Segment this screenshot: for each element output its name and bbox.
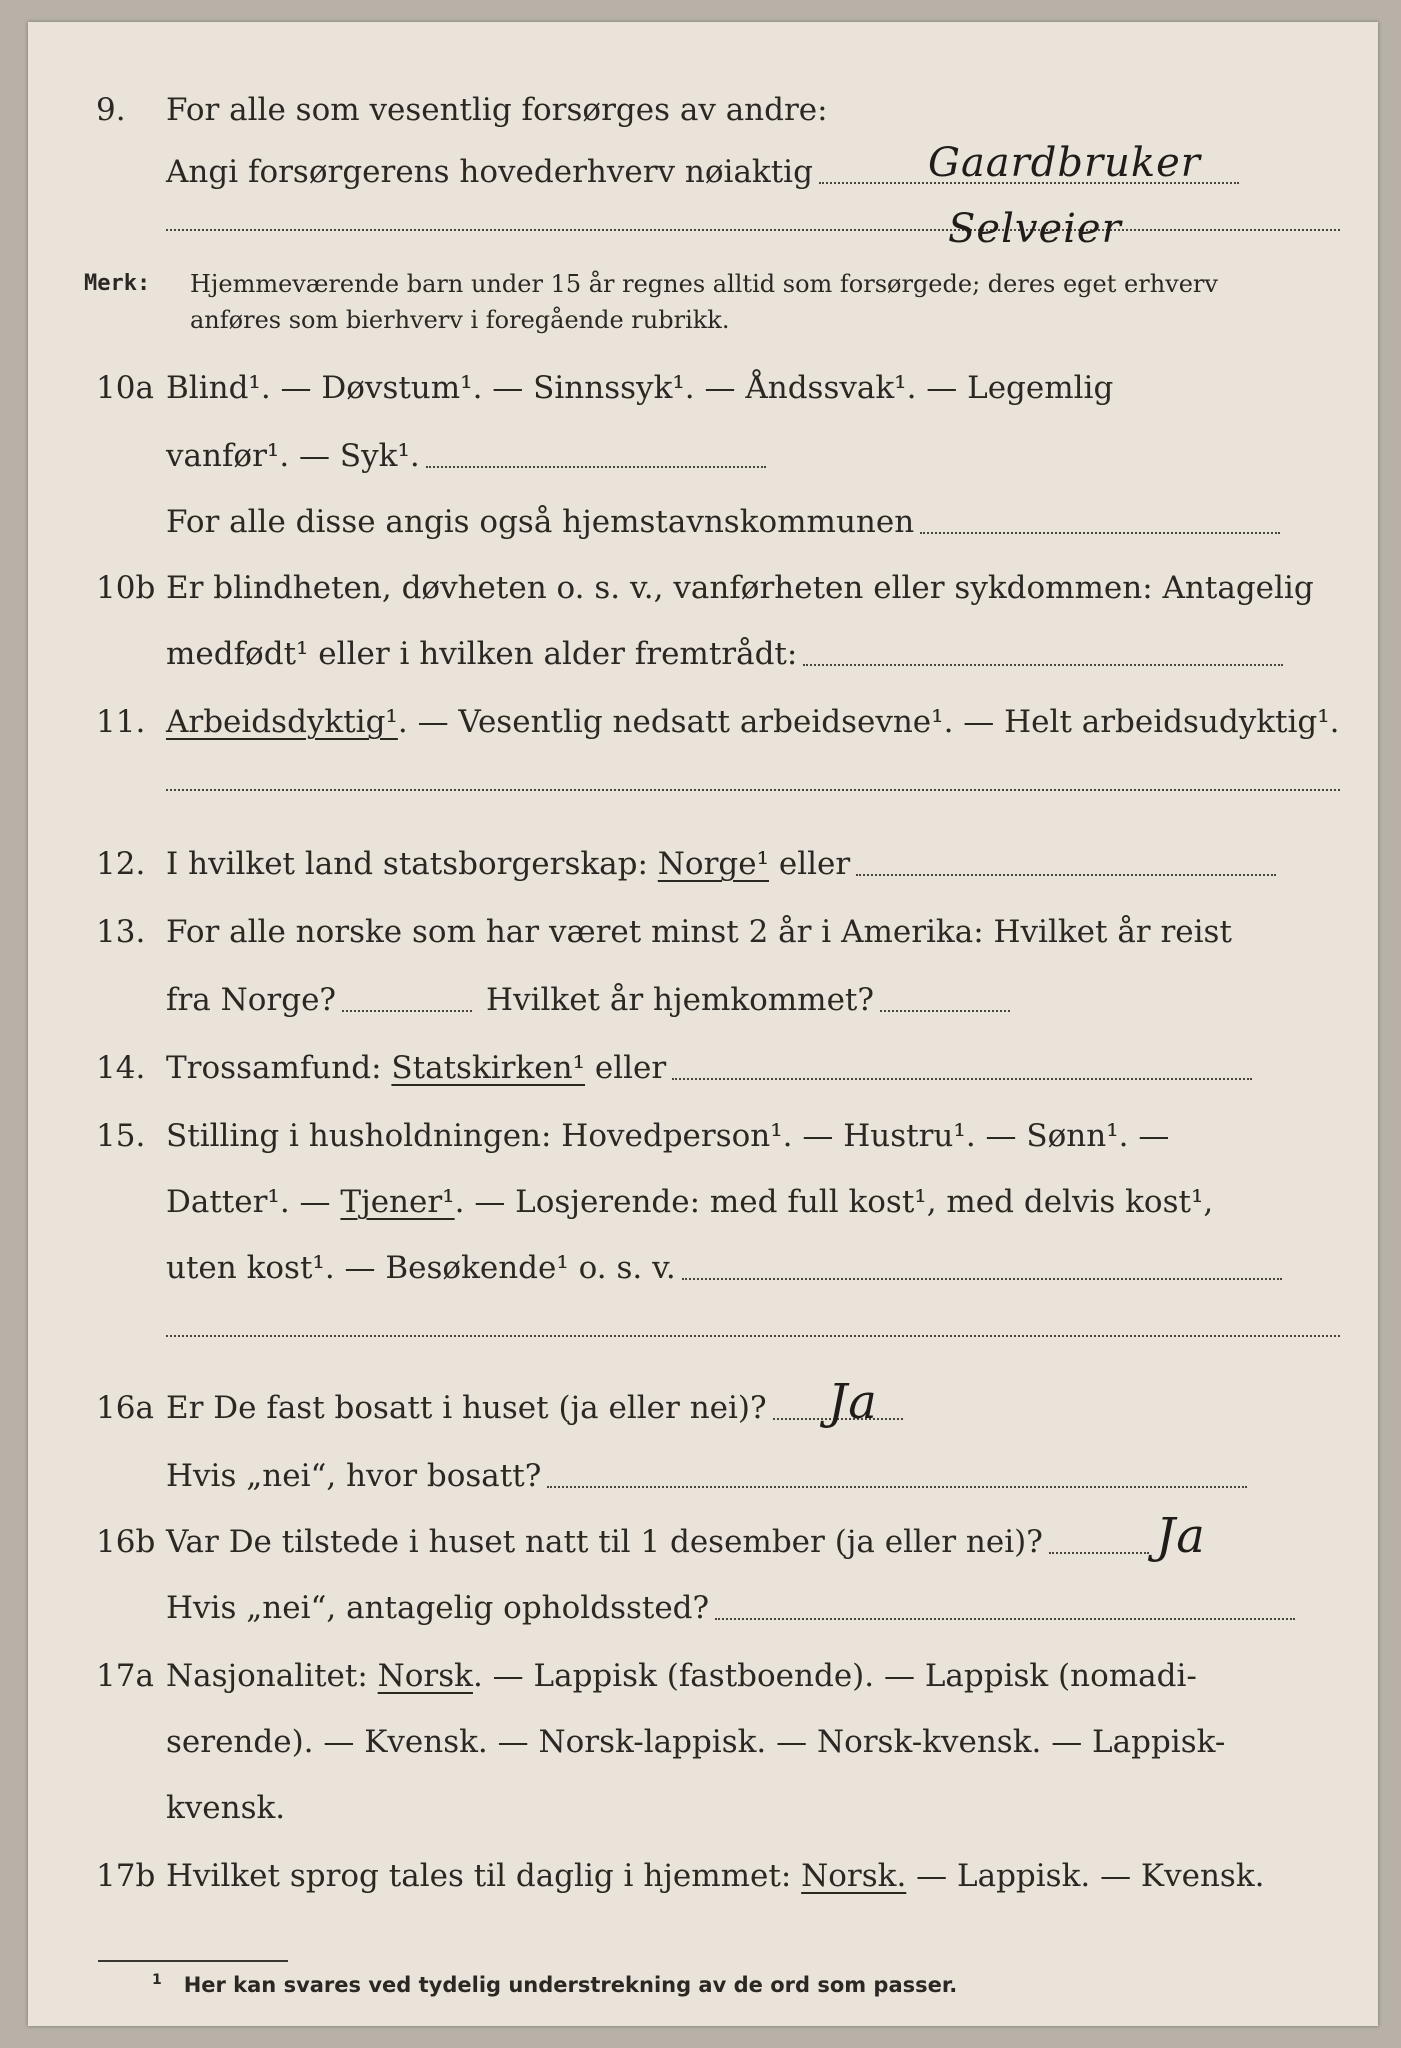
form-page xyxy=(28,22,1378,2026)
q15-options-1: Stilling i husholdningen: Hovedperson¹. — Hustru¹. — Sønn¹. — xyxy=(166,1118,1170,1154)
q16a-number: 16a xyxy=(96,1390,154,1426)
q12-number: 12. xyxy=(96,846,146,882)
q17b-question: Hvilket sprog tales til daglig i hjemmet: xyxy=(166,1858,802,1894)
q14-eller: eller xyxy=(585,1050,667,1086)
q11-selected-option[interactable]: Arbeidsdyktig¹ xyxy=(166,704,398,740)
q14-question: Trossamfund: xyxy=(166,1050,392,1086)
q17a-selected-option[interactable]: Norsk xyxy=(377,1658,473,1694)
q9-question-line2: Angi forsørgerens hovederhverv nøiaktig xyxy=(166,154,813,190)
footnote-rule xyxy=(98,1960,288,1962)
q15-answer-field-2[interactable] xyxy=(166,1335,1340,1337)
merk-text-1: Hjemmeværende barn under 15 år regnes alltid som forsørgede; deres eget erhverv xyxy=(190,270,1218,298)
q17a-options-1: . — Lappisk (fastboende). — Lappisk (nomadi- xyxy=(472,1658,1197,1694)
q13-reist-label: fra Norge? xyxy=(166,982,337,1018)
q15-options-2: . — Losjerende: med full kost¹, med delvis kost¹, xyxy=(454,1184,1214,1220)
q17a-options-3: kvensk. xyxy=(166,1790,286,1826)
q11-answer-field[interactable] xyxy=(166,789,1340,791)
q13-reist-field[interactable] xyxy=(342,1010,472,1012)
q10a-answer-field[interactable] xyxy=(426,466,766,468)
q14-number: 14. xyxy=(96,1050,146,1086)
q13-question: For alle norske som har været minst 2 år i Amerika: Hvilket år reist xyxy=(166,914,1232,950)
q10b-answer-field[interactable] xyxy=(803,664,1283,666)
q12-eller: eller xyxy=(769,846,851,882)
q16b-followup: Hvis „nei“, antagelig opholdssted? xyxy=(166,1590,710,1626)
q15-datter: Datter¹. — xyxy=(166,1184,341,1220)
q16b-question: Var De tilstede i huset natt til 1 desember (ja eller nei)? xyxy=(166,1524,1043,1560)
q14-answer-field[interactable] xyxy=(672,1078,1252,1080)
q16b-answer-field[interactable] xyxy=(1049,1552,1149,1554)
q17b-other-options: — Lappisk. — Kvensk. xyxy=(906,1858,1265,1894)
q17a-number: 17a xyxy=(96,1658,154,1694)
q10b-question-2: medfødt¹ eller i hvilken alder fremtrådt: xyxy=(166,636,798,672)
q15-answer-field[interactable] xyxy=(682,1278,1282,1280)
q12-answer-field[interactable] xyxy=(856,874,1276,876)
merk-label: Merk: xyxy=(84,271,151,296)
q13-hjemkommet-field[interactable] xyxy=(880,1010,1010,1012)
q17a-options-2: serende). — Kvensk. — Norsk-lappisk. — Norsk-kvensk. — Lappisk- xyxy=(166,1724,1226,1760)
q16b-handwritten-answer: Ja xyxy=(1156,1508,1206,1564)
footnote-text: Her kan svares ved tydelig understrekning av de ord som passer. xyxy=(183,1973,958,1997)
q17a-question: Nasjonalitet: xyxy=(166,1658,378,1694)
q13-number: 13. xyxy=(96,914,146,950)
q10b-question-1: Er blindheten, døvheten o. s. v., vanførheten eller sykdommen: Antagelig xyxy=(166,570,1314,606)
q10a-hjemstavn-field[interactable] xyxy=(920,532,1280,534)
footnote xyxy=(152,1972,957,1997)
q16a-handwritten-answer: Ja xyxy=(828,1374,878,1430)
q9-question: For alle som vesentlig forsørges av andre: xyxy=(166,92,828,128)
q16a-followup-field[interactable] xyxy=(547,1486,1247,1488)
q17b-number: 17b xyxy=(96,1858,156,1894)
q12-question: I hvilket land statsborgerskap: xyxy=(166,846,658,882)
q15-options-3: uten kost¹. — Besøkende¹ o. s. v. xyxy=(166,1250,676,1286)
q10a-options-2: vanfør¹. — Syk¹. xyxy=(166,438,420,474)
q12-selected-option[interactable]: Norge¹ xyxy=(657,846,770,882)
footnote-mark: 1 xyxy=(152,1972,162,1988)
q9-handwritten-answer-1: Gaardbruker xyxy=(928,140,1201,186)
q10a-options-1: Blind¹. — Døvstum¹. — Sinnssyk¹. — Åndssvak¹. — Legemlig xyxy=(166,370,1114,406)
merk-text-2: anføres som bierhverv i foregående rubrikk. xyxy=(190,306,730,334)
q14-selected-option[interactable]: Statskirken¹ xyxy=(391,1050,585,1086)
q9-answer-field-2[interactable] xyxy=(166,229,1340,231)
q10a-number: 10a xyxy=(96,370,154,406)
q11-other-options: . — Vesentlig nedsatt arbeidsevne¹. — Helt arbeidsudyktig¹. xyxy=(397,704,1340,740)
q10a-hjemstavn-question: For alle disse angis også hjemstavnskommunen xyxy=(166,504,915,540)
q9-number: 9. xyxy=(96,92,126,128)
q9-handwritten-answer-2: Selveier xyxy=(948,206,1122,252)
q10b-number: 10b xyxy=(96,570,156,606)
q13-hjemkommet-label: Hvilket år hjemkommet? xyxy=(486,982,875,1018)
q16b-number: 16b xyxy=(96,1524,156,1560)
q16b-followup-field[interactable] xyxy=(715,1618,1295,1620)
q15-selected-option[interactable]: Tjener¹ xyxy=(340,1184,455,1220)
q15-number: 15. xyxy=(96,1118,146,1154)
q16a-question: Er De fast bosatt i huset (ja eller nei)? xyxy=(166,1390,767,1426)
q11-number: 11. xyxy=(96,704,146,740)
q17b-selected-option[interactable]: Norsk. xyxy=(801,1858,907,1894)
q16a-followup: Hvis „nei“, hvor bosatt? xyxy=(166,1458,542,1494)
